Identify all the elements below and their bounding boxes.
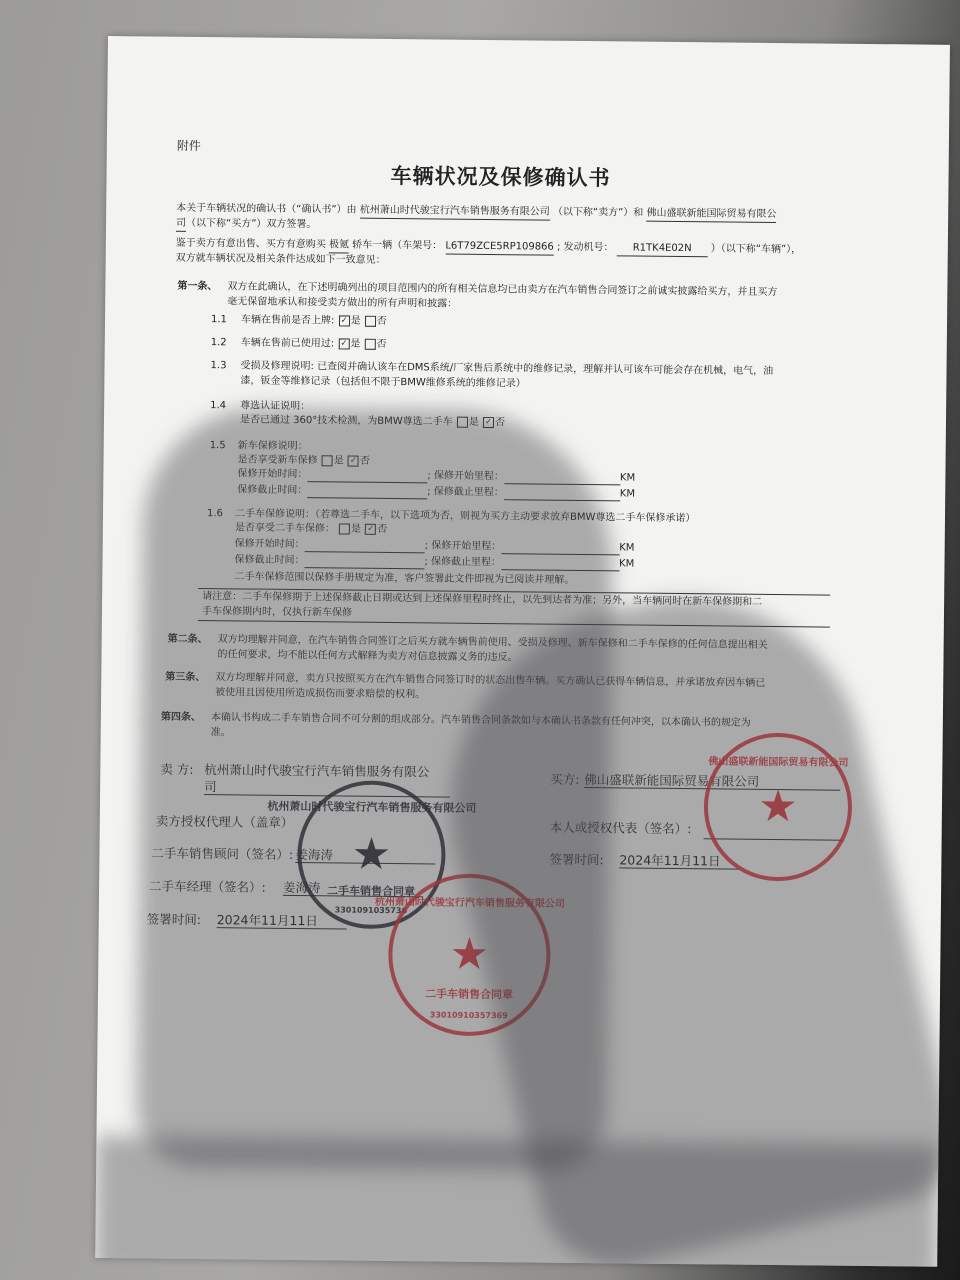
document-sheet	[95, 36, 950, 1267]
item-number: 1.6	[206, 508, 223, 520]
seal-text: 杭州萧山时代骏宝行汽车销售服务有限公司	[267, 799, 477, 815]
seal-star-icon: ★	[351, 828, 392, 881]
checkbox-checked: ✓	[338, 338, 349, 349]
attachment-label: 附件	[176, 138, 201, 153]
intro-text: 轿车一辆（车架号：	[352, 239, 443, 252]
intro-text: 本关于车辆状况的确认书（“确认书”）由	[176, 202, 357, 216]
buyer-label: 买方:	[550, 771, 580, 787]
option-yes: 是	[350, 523, 362, 535]
buyer-sign-time-label: 签署时间:	[549, 851, 604, 868]
seal-star-icon: ★	[757, 780, 798, 833]
vehicle-model: 极氪	[329, 238, 349, 253]
option-no: 否	[359, 455, 370, 467]
option-no: 否	[494, 417, 506, 429]
seal-text: 二手车销售合同章	[326, 884, 416, 899]
article-2-text: 双方均理解并同意，在汽车销售合同签订之后买方就车辆售前使用、受损及修理、新车保修和二手车保修的任何信息提出相关	[217, 634, 768, 651]
note-line-2: 手车保修期内时，仅执行新车保修	[201, 606, 353, 619]
seal-text: 佛山盛联新能国际贸易有限公司	[708, 756, 849, 769]
intro-text: （以下称“卖方”）和	[552, 206, 644, 219]
intro-text: ）（以下称“车辆”），	[710, 243, 802, 256]
item-number: 1.2	[210, 337, 227, 349]
seller-agent-label: 卖方授权代理人（盖章）	[155, 813, 294, 830]
manager-label: 二手车经理（签名）:	[149, 878, 266, 895]
checkbox-empty	[364, 338, 375, 349]
warranty-label: 保修开始时间：	[234, 538, 305, 551]
buyer-agent-label: 本人或授权代表（签名）:	[549, 819, 692, 837]
item-1-3-line-1: 受损及修理说明: 已查阅并确认该车在DMS系统/厂家售后系统中的维修记录，理解并认可该车可能会存在机械，电气，油	[240, 360, 774, 377]
seller-name: 杭州萧山时代骏宝行汽车销售服务有限公司	[360, 204, 550, 221]
item-1-1	[241, 313, 387, 329]
seal-star-icon: ★	[449, 928, 490, 981]
article-1-text: 双方在此确认，在下述明确列出的项目范围内的所有相关信息均已由卖方在汽车销售合同签订之前诚实披露给买方，并且买方	[227, 281, 778, 299]
article-3-label: 第三条、	[165, 671, 206, 684]
seal-text: 杭州萧山时代骏宝行汽车销售服务有限公司	[374, 896, 565, 910]
item-number: 1.3	[210, 360, 227, 372]
checkbox-checked: ✓	[348, 455, 359, 466]
unit-km: KM	[619, 472, 636, 484]
intro-text: （以下称“买方”）双方签署。	[185, 217, 317, 231]
item-1-2	[241, 336, 387, 352]
buyer-sign-time: 2024年11月11日	[619, 853, 739, 869]
item-1-4-title: 尊选认证说明：	[240, 400, 311, 413]
note-line-1: 请注意：二手车保修期于上述保修截止日期或达到上述保修里程时终止，以先到达者为准；另外，当车辆同时在新车保修期和二	[202, 591, 763, 608]
seller-sign-time-label: 签署时间:	[146, 911, 202, 928]
warranty-label: ; 保修截止里程：	[427, 486, 504, 499]
item-label: 车辆在售前已使用过:	[240, 337, 335, 350]
article-3-text: 被使用且因使用所造成损伤而要求赔偿的权利。	[215, 687, 426, 701]
option-yes: 是	[468, 416, 479, 428]
option-yes: 是	[333, 455, 344, 467]
unit-km: KM	[619, 542, 635, 554]
consultant-label: 二手车销售顾问（签名）:	[151, 845, 294, 862]
engine-number: R1TK4E02N	[617, 241, 708, 257]
seller-signature-name-end: 司	[204, 780, 450, 798]
option-no: 否	[377, 523, 388, 535]
item-label: 是否享受新车保修	[237, 454, 318, 467]
item-number: 1.1	[210, 314, 227, 326]
unit-km: KM	[619, 558, 635, 570]
article-3-text: 双方均理解并同意，卖方只按照买方在汽车销售合同签订时的状态出售车辆。买方确认已获得车辆信息，并承诺放弃因车辆已	[215, 672, 766, 689]
warranty-label: ; 保修开始里程：	[424, 540, 502, 553]
item-label: 是否已通过 360°技术检测，为BMW尊选二手车	[239, 414, 453, 428]
intro-line-2	[176, 217, 317, 233]
document-title: 车辆状况及保修确认书	[390, 163, 611, 191]
intro-line-4: 双方就车辆状况及相关条件达成如下一致意见：	[175, 252, 386, 266]
seller-sign-time: 2024年11月11日	[217, 913, 347, 929]
option-no: 否	[376, 315, 387, 327]
seal-text: 二手车销售合同章	[424, 987, 514, 1002]
manager-name: 姜海涛	[283, 881, 423, 897]
option-yes: 是	[350, 338, 361, 350]
bottom-shadow	[95, 1136, 938, 1267]
checkbox-empty	[365, 315, 376, 326]
warranty-label: 保修截止时间：	[234, 554, 305, 567]
item-1-5-title: 新车保修说明：	[237, 440, 308, 453]
unit-km: KM	[619, 488, 636, 500]
article-2-text: 的任何要求，均不能以任何方式解释为卖方对信息披露义务的违反。	[217, 649, 518, 664]
item-1-3-line-2: 漆，钣金等维修记录（包括但不限于BMW维修系统的维修记录）	[240, 375, 526, 390]
option-yes: 是	[350, 315, 361, 327]
buyer-name-end: 司	[176, 217, 186, 232]
intro-text: ; 发动机号：	[556, 241, 614, 254]
vin-number: L6T79ZCE5RP109866	[445, 240, 554, 256]
item-number: 1.5	[209, 440, 226, 452]
consultant-name: 姜海涛	[295, 848, 435, 864]
option-no: 否	[376, 338, 387, 350]
seal-number: 3301091035736	[334, 905, 408, 916]
warranty-label: ; 保修开始里程：	[427, 470, 505, 483]
warranty-label: ; 保修截止里程：	[424, 556, 502, 569]
intro-text: 鉴于卖方有意出售、买方有意购买	[175, 237, 326, 251]
item-label: 是否享受二手车保修：	[234, 522, 335, 535]
seller-label: 卖 方:	[160, 761, 194, 777]
item-1-6-title: 二手车保修说明：（若尊选二手车，以下选项为否，则视为买方主动要求放弃BMW尊选二手车保修承诺）	[234, 508, 696, 525]
warranty-label: 保修截止时间：	[237, 484, 308, 497]
item-label: 车辆在售前是否上牌:	[240, 314, 335, 327]
article-2-label: 第二条、	[167, 633, 208, 646]
buyer-name: 佛山盛联新能国际贸易有限公	[646, 207, 776, 223]
seal-number: 33010910357369	[429, 1010, 508, 1021]
checkbox-checked: ✓	[483, 416, 494, 427]
item-1-6-note: 二手车保修范围以保修手册规定为准，客户签署此文件即视为已阅读并理解。	[234, 571, 575, 586]
article-4-text: 准。	[210, 727, 231, 739]
article-1-label: 第一条、	[177, 280, 218, 293]
checkbox-checked: ✓	[339, 315, 350, 326]
article-1-text: 毫无保留地承认和接受卖方做出的所有声明和披露：	[227, 296, 458, 310]
buyer-signature-name: 佛山盛联新能国际贸易有限公司	[584, 773, 840, 791]
seller-signature-name: 杭州萧山时代骏宝行汽车销售服务有限公	[204, 762, 430, 780]
checkbox-checked: ✓	[365, 523, 376, 534]
item-number: 1.4	[210, 400, 227, 412]
warranty-label: 保修开始时间：	[237, 468, 308, 481]
article-4-label: 第四条、	[160, 711, 201, 724]
article-4-text: 本确认书构成二手车销售合同不可分割的组成部分。汽车销售合同条款如与本确认书条款有任何冲突，以本确认书的规定为	[210, 712, 751, 729]
